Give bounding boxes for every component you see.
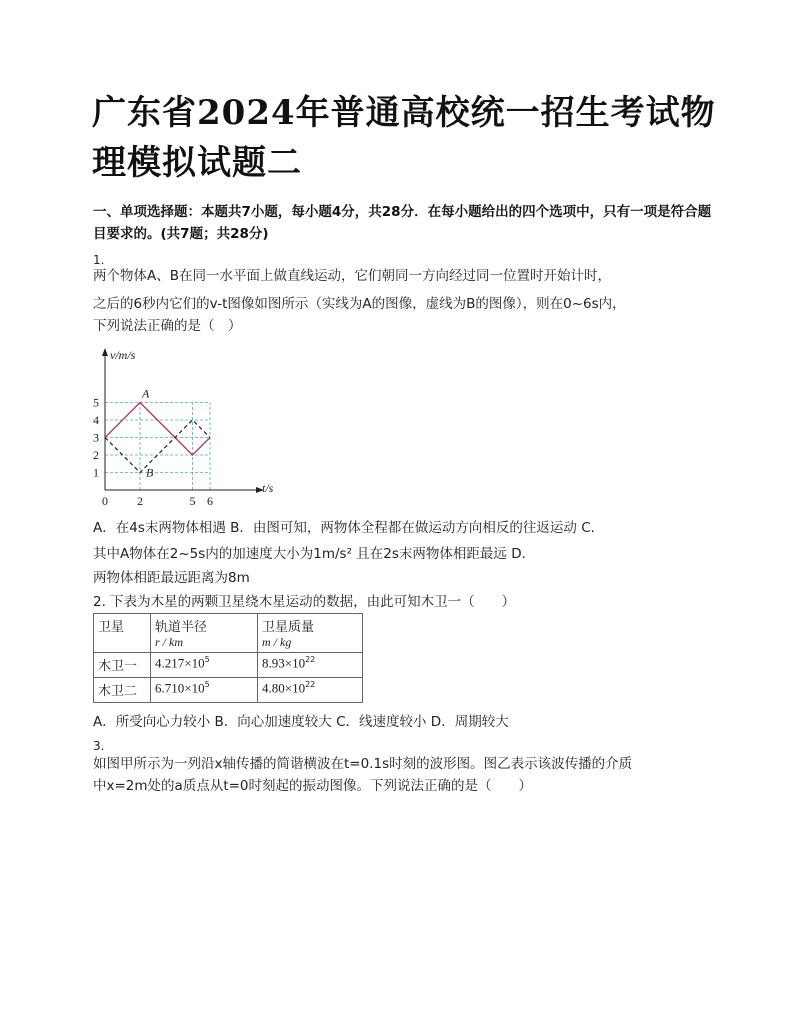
x-axis-label: t/s	[262, 481, 274, 495]
header-mass-unit: m / kg	[262, 635, 292, 649]
x-tick-label: 2	[137, 494, 143, 505]
point-a-label: A	[142, 386, 150, 401]
y-axis-label: v/m/s	[110, 348, 136, 362]
header-radius-unit: r / km	[155, 635, 183, 649]
graph-grid	[105, 403, 210, 491]
question-1-options-line-1: A．在4s末两物体相遇 B．由图可知，两物体全程都在做运动方向相反的往返运动 C．	[93, 520, 605, 536]
question-1-line-2: 之后的6秒内它们的v-t图像如图所示（实线为A的图像，虚线为B的图像），则在0~6s内，	[93, 296, 626, 312]
header-mass: 卫星质量	[262, 620, 315, 635]
question-2-options: A．所受向心力较小 B．向心加速度较大 C．线速度较小 D．周期较大	[93, 714, 509, 730]
y-tick-label: 3	[93, 430, 99, 445]
question-1-options-line-3: 两物体相距最远距离为8m	[93, 570, 250, 586]
row-1-mass: 8.93×10	[262, 655, 306, 671]
point-b-label: B	[146, 465, 154, 480]
question-2-stem: 2. 下表为木星的两颗卫星绕木星运动的数据，由此可知木卫一（ ）	[93, 594, 516, 610]
question-3-line-1: 如图甲所示为一列沿x轴传播的简谐横波在t=0.1s时刻的波形图。图乙表示该波传播的介质	[93, 756, 633, 772]
table-row: 木卫一 $4.217\times 10^5$ $8.93\times 10^{22}$	[94, 653, 363, 678]
question-1-number: 1.	[93, 253, 105, 267]
satellite-table	[93, 613, 363, 703]
y-tick-label: 4	[93, 413, 99, 427]
row-2-radius: 6.710×10	[155, 680, 205, 696]
header-satellite: 卫星	[98, 620, 125, 635]
y-tick-label: 5	[93, 395, 99, 410]
x-tick-label: 6	[207, 494, 213, 505]
table-row: 木卫二 $6.710\times 10^5$ $4.80\times 10^{22}$	[94, 678, 363, 703]
y-tick-label: 1	[93, 465, 99, 480]
question-1-options-line-2: 其中A物体在2~5s内的加速度大小为1m/s² 且在2s末两物体相距最远 D．	[93, 546, 536, 562]
x-tick-label: 0	[102, 494, 108, 505]
row-1-radius: 4.217×10	[155, 655, 205, 671]
y-axis-arrow	[102, 348, 108, 356]
question-1-line-1: 两个物体A、B在同一水平面上做直线运动，它们朝同一方向经过同一位置时开始计时，	[93, 268, 611, 284]
series-b-line	[105, 420, 210, 473]
question-3-line-2: 中x=2m处的a质点从t=0时刻起的振动图像。下列说法正确的是（ ）	[93, 778, 533, 794]
y-tick-label: 2	[93, 448, 99, 462]
question-1-line-3: 下列说法正确的是（ ）	[93, 318, 242, 334]
header-radius: 轨道半径	[155, 620, 208, 635]
series-a-line	[105, 403, 210, 456]
row-2-mass: 4.80×10	[262, 680, 306, 696]
section-header: 一、单项选择题：本题共7小题，每小题4分，共28分．在每小题给出的四个选项中，只有一项是符合题目要求的。(共7题；共28分)	[93, 204, 712, 242]
vt-graph	[88, 345, 288, 505]
page-title: 广东省2024年普通高校统一招生考试物理模拟试题二	[92, 93, 716, 183]
x-tick-label: 5	[189, 494, 196, 505]
question-3-number: 3.	[93, 739, 105, 753]
row-2-name: 木卫二	[98, 684, 138, 699]
table-header-row	[94, 614, 363, 653]
row-1-name: 木卫一	[98, 659, 138, 674]
